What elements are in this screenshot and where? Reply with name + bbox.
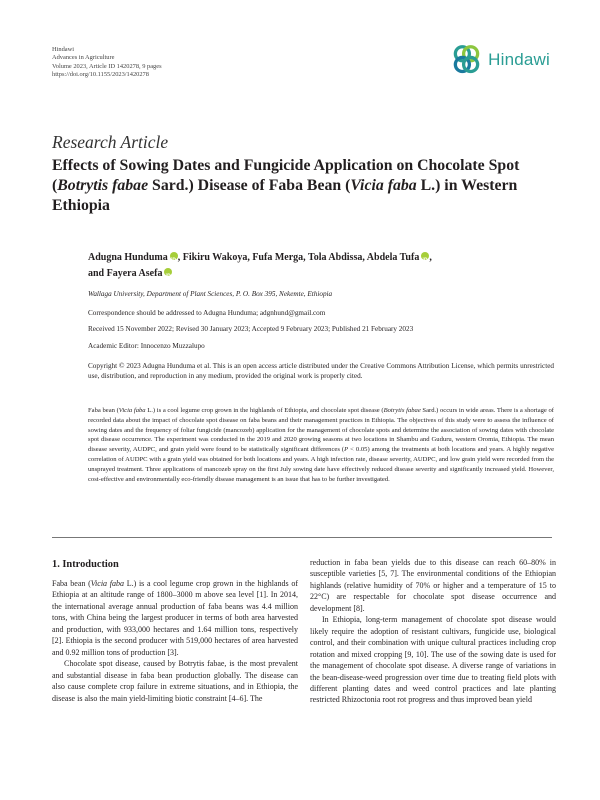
paragraph: Chocolate spot disease, caused by Botrytis fabae, is the most prevalent and substantial disease in faba bean production globally. The disease can also cause complete crop failure in extreme situations, and in Ethiopia, the disease is also the main yield-limiting biotic constraint [4–6]. The xyxy=(52,659,298,703)
section-divider xyxy=(52,537,552,538)
publisher-name: Hindawi xyxy=(52,46,75,53)
orcid-icon[interactable] xyxy=(164,268,172,276)
academic-editor: Academic Editor: Innocenzo Muzzalupo xyxy=(88,342,205,350)
author-name[interactable]: Adugna Hunduma xyxy=(88,252,168,263)
copyright-notice: Copyright © 2023 Adugna Hunduma et al. This is an open access article distributed under the Creative Commons Attribution License, which permits unrestricted use, distribution, and reproduction in any medium, provided the original work is properly cited. xyxy=(88,362,554,380)
section-heading-introduction: 1. Introduction xyxy=(52,559,119,570)
paragraph: In Ethiopia, long-term management of chocolate spot disease would likely require the adoption of resistant cultivars, fungicide use, biological control, and their combination with unique cultural practices including crop rotation and mixed cropping [9, 10]. The use of the sowing date is used for the management of chocolate spot disease. A diverse range of variations in the bean-disease-weed progression over time due to treating field plots with different planting dates and weed control practices and late planting restricted Rhizoctonia root rot progress and thus improved bean yield xyxy=(310,615,556,705)
volume-info: Volume 2023, Article ID 1420278, 9 pages xyxy=(52,62,162,70)
author-name[interactable]: and Fayera Asefa xyxy=(88,268,163,279)
affiliation: Wallaga University, Department of Plant Sciences, P. O. Box 395, Nekemte, Ethiopia xyxy=(88,290,333,298)
logo-wordmark: Hindawi xyxy=(488,49,550,69)
paragraph: Faba bean (Vicia faba L.) is a cool legume crop grown in the highlands of Ethiopia at an altitude range of 1800–3000 m above sea level [1]. In 2014, the international average annual production of faba beans was 4.4 million tons, with China being the largest producer in terms of both area harvested and production, with 933,000 hectares and 1.64 million tons, respectively [2]. Ethiopia is the second producer with 519,000 hectares of area harvested and 0.92 million tons of production [3]. xyxy=(52,579,299,657)
orcid-icon[interactable] xyxy=(170,252,178,260)
body-column-left xyxy=(52,578,298,704)
abstract: Faba bean (Vicia faba L.) is a cool legume crop grown in the highlands of Ethiopia, and chocolate spot disease (Botrytis fabae Sard.) occurs in wide areas. There is a shortage of recorded data about the impact of chocolate spot disease on faba beans and their management practices in Ethiopia. The objectives of this study were to assess the influence of sowing dates and the frequency of foliar fungicide (mancozeb) application for the management of chocolate spots and determine the association of sowing dates with chocolate spot disease occurrence. The experiment was conducted in the 2019 and 2020 growing seasons at two locations in Shambu and Guduru, western Oromia, Ethiopia. The mean disease severity, AUDPC, and grain yield were found to be statistically significant differences (P < 0.05) among the treatments at both locations and years. A highly negative correlation of AUDPC with a grain yield was obtained for both locations and years. A high infection rate, disease severity, AUDPC, and low grain yield were recorded from the unsprayed treatment. Three applications of mancozeb spray on the first July sowing date have effectively reduced disease severity and significantly increased yield. However, cost-effective and environmentally eco-friendly disease management is an issue that has to be further investigated. xyxy=(88,407,555,483)
hindawi-logo-icon xyxy=(450,43,483,76)
author-list: Adugna HundumaiD , Fikiru Wakoya, Fufa Merga, Tola Abdissa, Abdela TufaiD , and Fayera AsefaiD xyxy=(88,250,518,282)
hindawi-logo[interactable] xyxy=(450,43,550,76)
doi-link[interactable]: https://doi.org/10.1155/2023/1420278 xyxy=(52,71,149,79)
article-title: Effects of Sowing Dates and Fungicide Application on Chocolate Spot (Botrytis fabae Sard.) Disease of Faba Bean (Vicia faba L.) in Western Ethiopia xyxy=(52,157,520,214)
journal-name: Advances in Agriculture xyxy=(52,54,115,62)
correspondence: Correspondence should be addressed to Adugna Hunduma; adgnhund@gmail.com xyxy=(88,309,326,317)
article-type: Research Article xyxy=(52,132,169,152)
paragraph: reduction in faba bean yields due to this disease can reach 60–80% in susceptible varieties [5, 7]. The environmental conditions of the Ethiopian highlands (relative humidity of 70% or higher and a temperature of 15 to 22°C) are respectable for chocolate spot disease occurrence and development [8]. xyxy=(310,558,556,613)
article-dates: Received 15 November 2022; Revised 30 January 2023; Accepted 9 February 2023; Published 21 February 2023 xyxy=(88,325,414,333)
journal-header xyxy=(52,46,162,80)
body-column-right xyxy=(310,557,556,706)
